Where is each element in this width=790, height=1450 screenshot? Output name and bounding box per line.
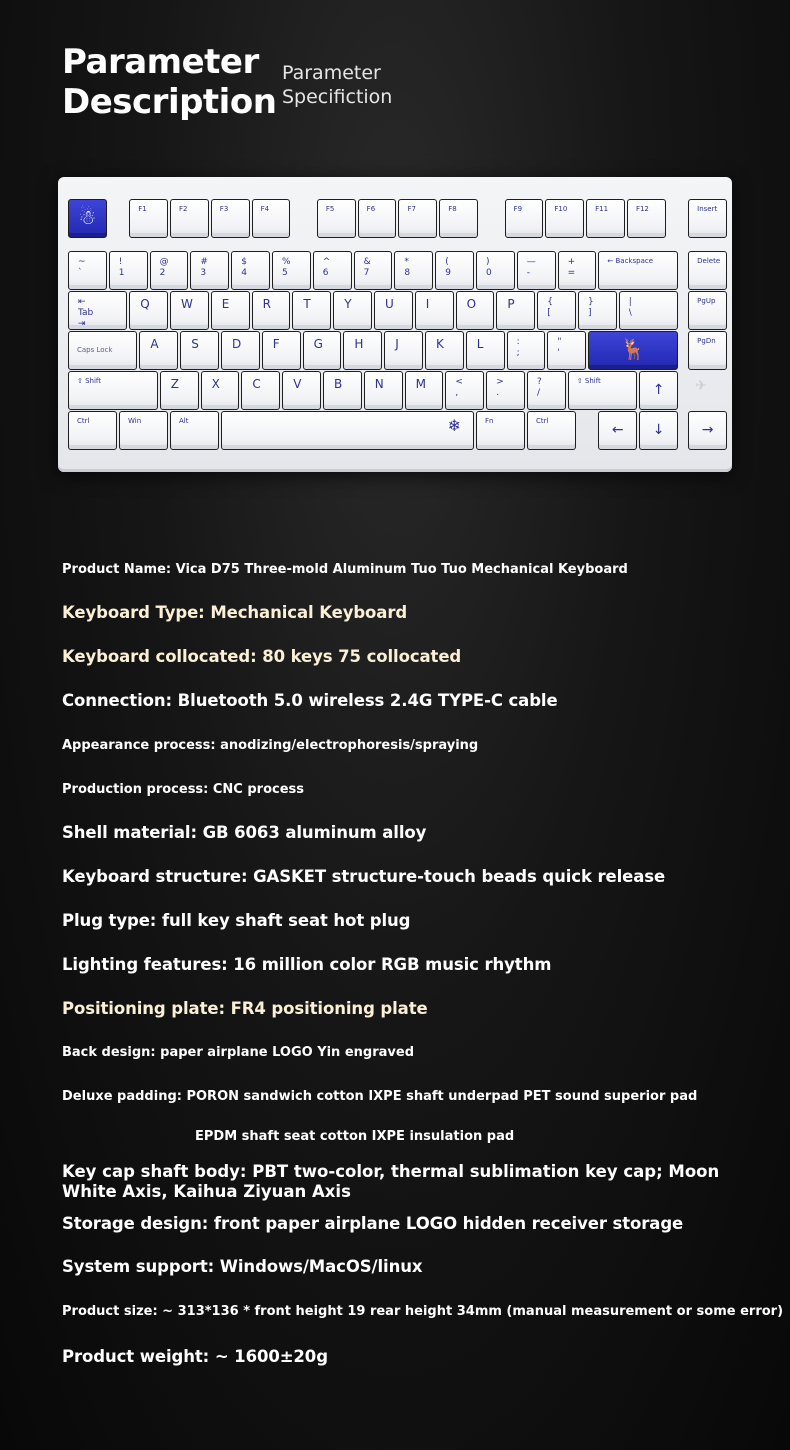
spec-plug-type: Plug type: full key shaft seat hot plug: [62, 911, 411, 930]
keycap-42: | \: [619, 291, 678, 330]
keycap-45: A: [139, 331, 178, 370]
spec-positioning-plate: Positioning plate: FR4 positioning plate: [62, 999, 428, 1018]
keycap-49: G: [303, 331, 342, 370]
keycap-55: " ': [547, 331, 586, 370]
f3-key: F3: [211, 199, 250, 238]
keycap-74: ❄: [221, 411, 474, 450]
keycap-25: — -: [517, 251, 556, 290]
keycap-52: K: [425, 331, 464, 370]
spec-connection: Connection: Bluetooth 5.0 wireless 2.4G TYPE-C cable: [62, 691, 558, 710]
keycap-17: # 3: [190, 251, 229, 290]
f10-key: F10: [545, 199, 584, 238]
keycap-15: ! 1: [109, 251, 148, 290]
keycap-16: @ 2: [150, 251, 189, 290]
keycap-40: { [: [537, 291, 576, 330]
keycap-58: ⇧ Shift: [68, 371, 158, 410]
spec-system-support: System support: Windows/MacOS/linux: [62, 1257, 423, 1276]
spec-keycap-axis: Key cap shaft body: PBT two-color, thermal sublimation key cap; Moon White Axis, Kaihua Ziyuan Axis: [62, 1162, 720, 1201]
keycap-23: ( 9: [435, 251, 474, 290]
keycap-59: Z: [160, 371, 199, 410]
spec-padding-cont: EPDM shaft seat cotton IXPE insulation pad: [195, 1129, 515, 1144]
keycap-51: J: [384, 331, 423, 370]
spec-storage: Storage design: front paper airplane LOGO hidden receiver storage: [62, 1214, 684, 1233]
keycap-22: * 8: [394, 251, 433, 290]
f8-key: F8: [439, 199, 478, 238]
spec-back-design: Back design: paper airplane LOGO Yin engraved: [62, 1045, 414, 1060]
keycap-65: M: [405, 371, 444, 410]
spec-product-weight: Product weight: ~ 1600±20g: [62, 1347, 328, 1366]
keycap-78: ↓: [639, 411, 678, 450]
spec-keyboard-layout: Keyboard collocated: 80 keys 75 collocated: [62, 647, 462, 666]
keycap-60: X: [201, 371, 240, 410]
keyboard-image: [58, 177, 732, 472]
keycap-36: U: [374, 291, 413, 330]
spec-product-name: Product Name: Vica D75 Three-mold Aluminum Tuo Tuo Mechanical Keyboard: [62, 562, 628, 577]
keycap-31: W: [170, 291, 209, 330]
keycap-69: ⇧ Shift: [568, 371, 637, 410]
keycap-75: Fn: [476, 411, 525, 450]
keycap-46: S: [180, 331, 219, 370]
keycap-61: C: [241, 371, 280, 410]
keycap-30: Q: [129, 291, 168, 330]
keycap-29: ⇤ Tab ⇥: [68, 291, 127, 330]
keycap-26: + =: [558, 251, 597, 290]
keycap-21: & 7: [354, 251, 393, 290]
keycap-71: Ctrl: [68, 411, 117, 450]
keycap-19: % 5: [272, 251, 311, 290]
keycap-70: ↑: [639, 371, 678, 410]
paper-airplane-logo: ✈: [695, 377, 707, 393]
keycap-77: ←: [598, 411, 637, 450]
sleigh-enter-keycap: 🦌: [588, 331, 678, 370]
spec-keyboard-type: Keyboard Type: Mechanical Keyboard: [62, 603, 408, 622]
keycap-64: N: [364, 371, 403, 410]
spec-production: Production process: CNC process: [62, 782, 305, 797]
keycap-73: Alt: [170, 411, 219, 450]
f12-key: F12: [627, 199, 666, 238]
keycap-27: ← Backspace: [598, 251, 678, 290]
f2-key: F2: [170, 199, 209, 238]
spec-product-size: Product size: ~ 313*136 * front height 19 rear height 34mm (manual measurement or some error): [62, 1304, 784, 1319]
spec-appearance: Appearance process: anodizing/electrophoresis/spraying: [62, 738, 479, 753]
keycap-14: ~ `: [68, 251, 107, 290]
keycap-44: Caps Lock: [68, 331, 137, 370]
f7-key: F7: [398, 199, 437, 238]
keycap-53: L: [466, 331, 505, 370]
f5-key: F5: [317, 199, 356, 238]
keycap-35: Y: [333, 291, 372, 330]
keycap-43: PgUp: [688, 291, 727, 330]
santa-keycap: ☃: [68, 199, 107, 238]
keycap-76: Ctrl: [527, 411, 576, 450]
keycap-50: H: [343, 331, 382, 370]
keycap-54: : ;: [507, 331, 546, 370]
keycap-33: R: [252, 291, 291, 330]
keycap-68: ? /: [527, 371, 566, 410]
page-title: [62, 42, 276, 122]
keycap-48: F: [262, 331, 301, 370]
page-subtitle-line1: Parameter: [282, 62, 381, 84]
spec-shell-material: Shell material: GB 6063 aluminum alloy: [62, 823, 427, 842]
page-subtitle-line2: Specifiction: [282, 86, 393, 108]
keycap-38: O: [456, 291, 495, 330]
keycap-32: E: [211, 291, 250, 330]
keycap-57: PgDn: [688, 331, 727, 370]
keycap-66: < ,: [445, 371, 484, 410]
keycap-41: } ]: [578, 291, 617, 330]
keycap-37: I: [415, 291, 454, 330]
insert-key: Insert: [688, 199, 727, 238]
f6-key: F6: [358, 199, 397, 238]
keycap-47: D: [221, 331, 260, 370]
spec-structure: Keyboard structure: GASKET structure-touch beads quick release: [62, 867, 666, 886]
spec-padding: Deluxe padding: PORON sandwich cotton IXPE shaft underpad PET sound superior pad: [62, 1089, 698, 1104]
f1-key: F1: [129, 199, 168, 238]
page-subtitle: [282, 61, 392, 109]
keycap-18: $ 4: [231, 251, 270, 290]
keycap-72: Win: [119, 411, 168, 450]
keycap-34: T: [292, 291, 331, 330]
keycap-63: B: [323, 371, 362, 410]
page-title-line1: Parameter: [62, 42, 259, 82]
page-title-line2: Description: [62, 82, 277, 122]
keycap-39: P: [496, 291, 535, 330]
keycap-62: V: [282, 371, 321, 410]
f9-key: F9: [505, 199, 544, 238]
f4-key: F4: [252, 199, 291, 238]
spec-lighting: Lighting features: 16 million color RGB music rhythm: [62, 955, 552, 974]
keycap-20: ^ 6: [313, 251, 352, 290]
keycap-67: > .: [486, 371, 525, 410]
f11-key: F11: [586, 199, 625, 238]
keycap-28: Delete: [688, 251, 727, 290]
keycap-79: →: [688, 411, 727, 450]
keycap-24: ) 0: [476, 251, 515, 290]
